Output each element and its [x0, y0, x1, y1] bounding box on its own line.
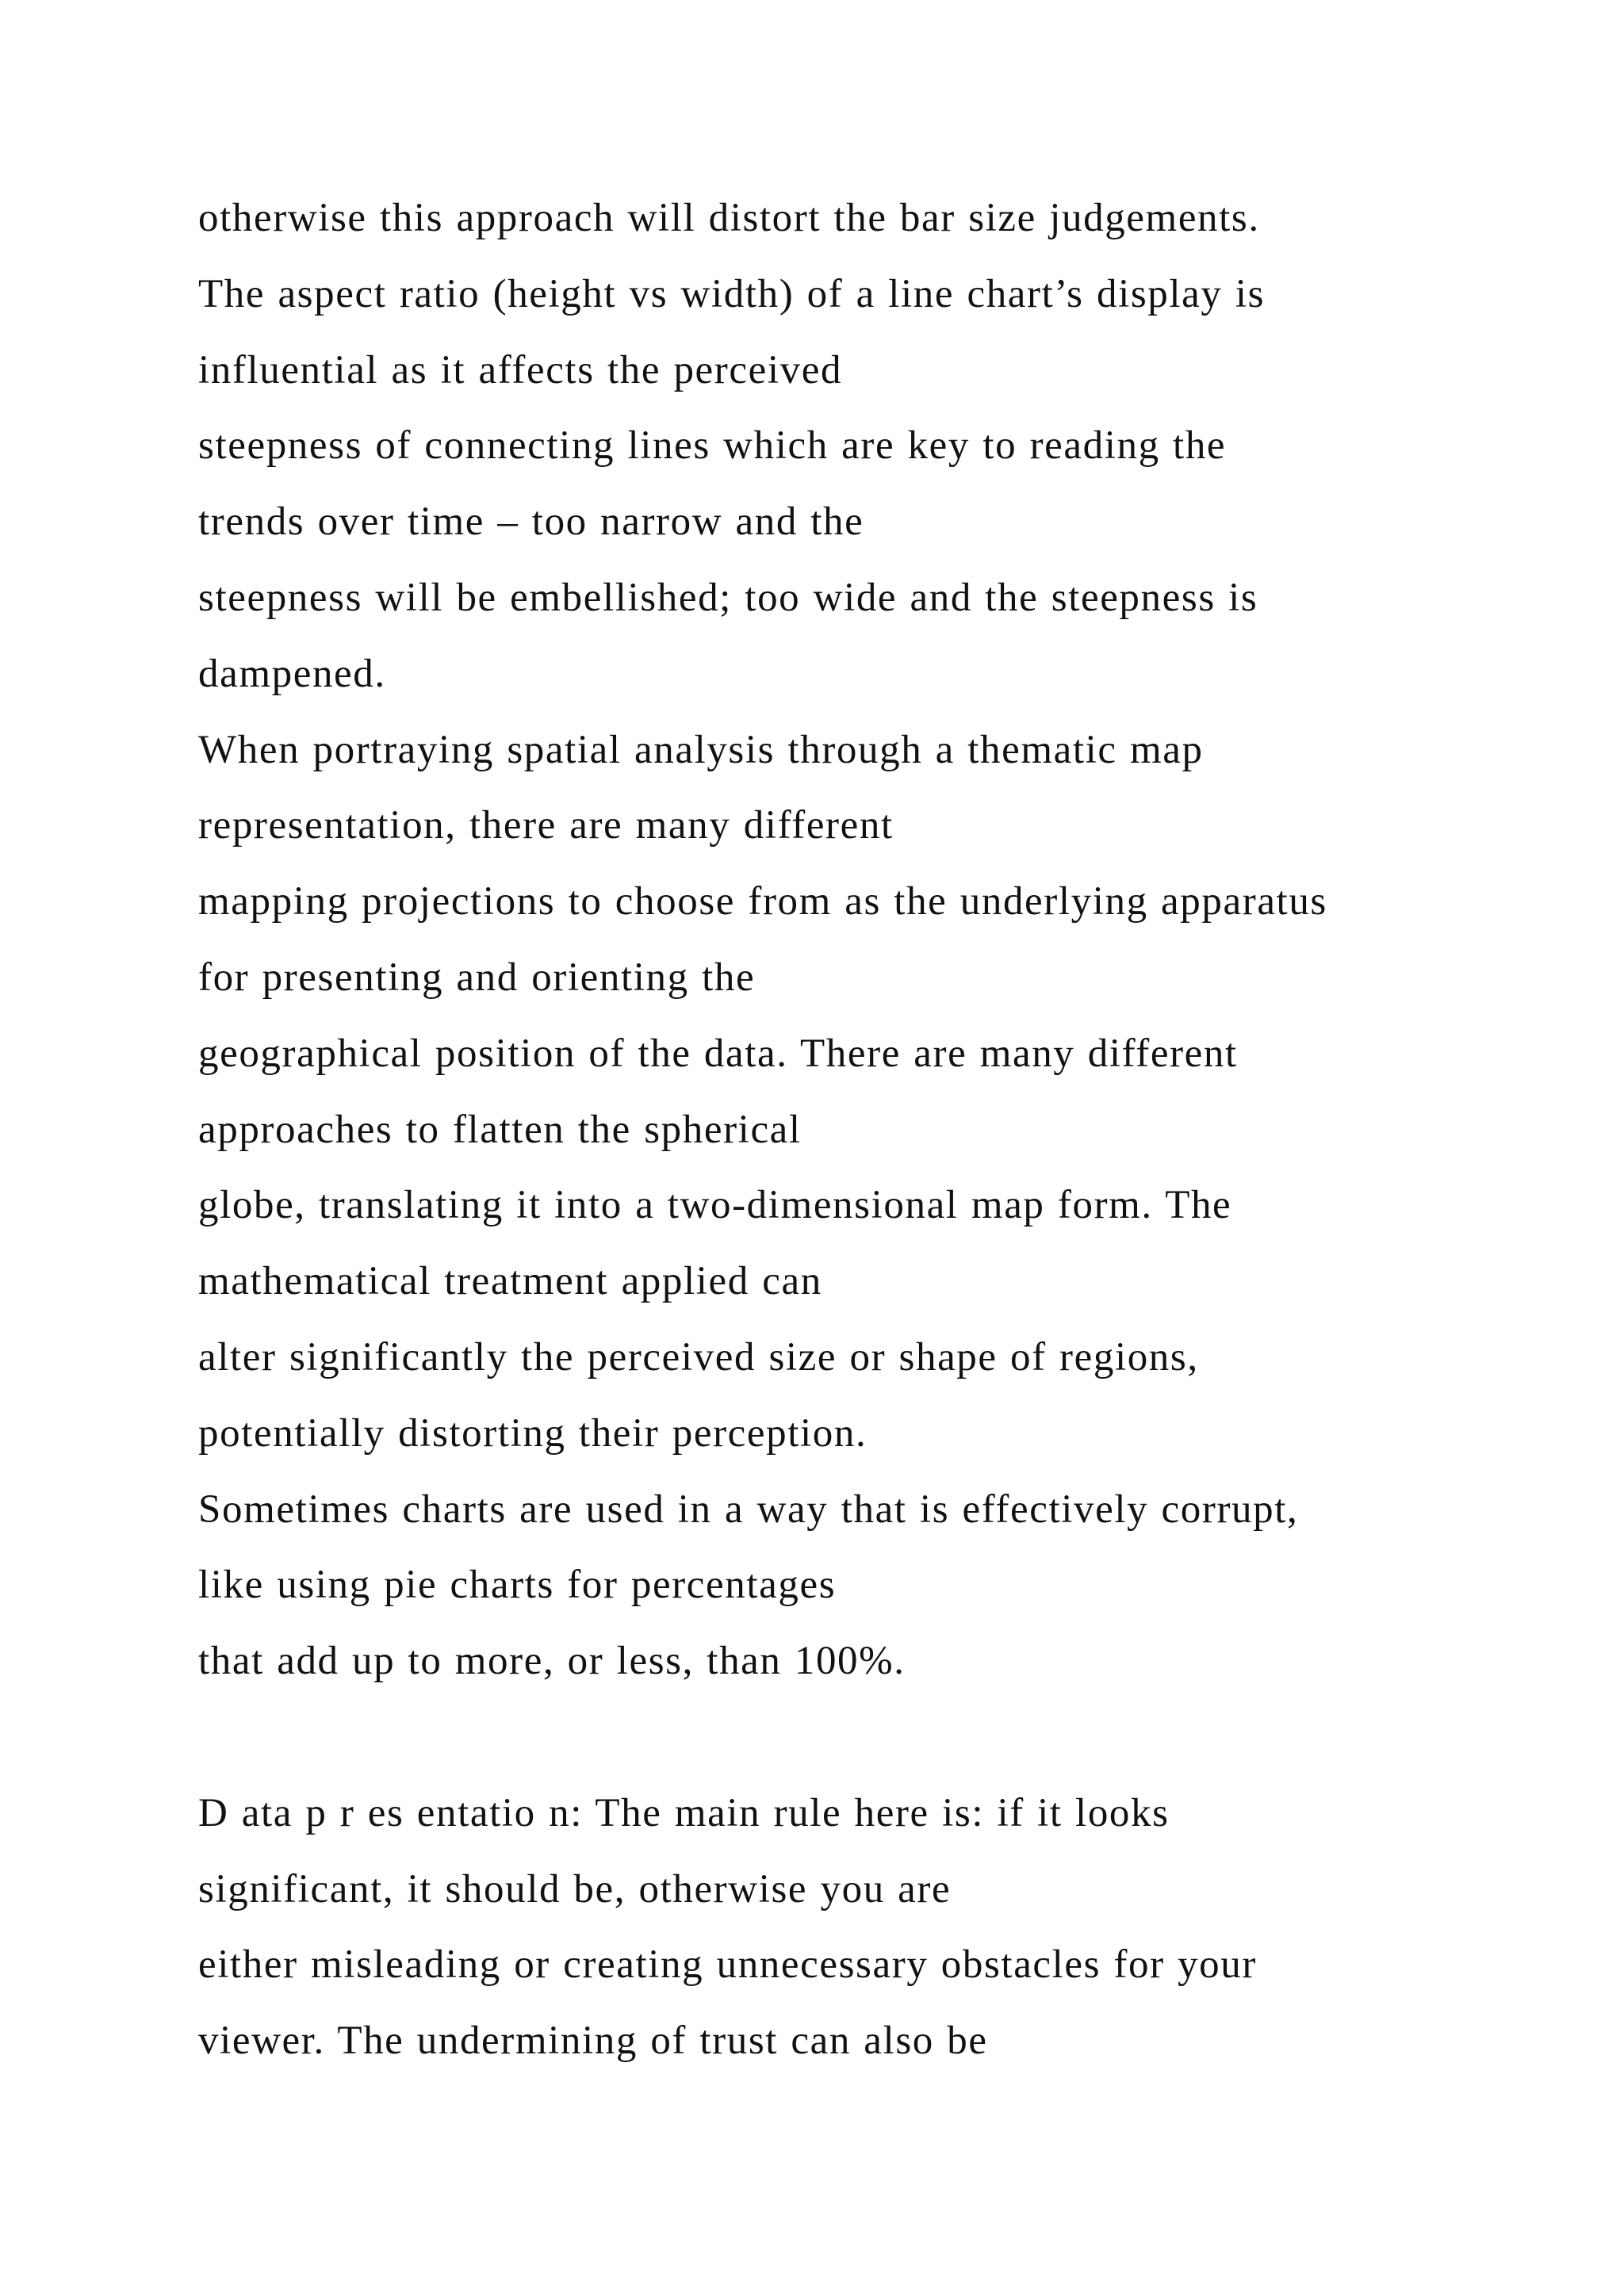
text-line: approaches to flatten the spherical: [198, 1107, 802, 1152]
text-line: either misleading or creating unnecessary obstacles for your: [198, 1942, 1257, 1988]
body-text: [198, 181, 1562, 2080]
text-line: geographical position of the data. There are many different: [198, 1031, 1238, 1076]
text-line: dampened.: [198, 651, 386, 696]
text-line: for presenting and orienting the: [198, 955, 756, 1000]
text-line: viewer. The undermining of trust can also be: [198, 2019, 988, 2064]
paragraph-spacer: [198, 1700, 1562, 1776]
text-line: steepness will be embellished; too wide and the steepness is: [198, 575, 1258, 620]
text-line: The aspect ratio (height vs width) of a line chart’s display is: [198, 271, 1266, 316]
text-line: like using pie charts for percentages: [198, 1563, 837, 1608]
text-line: When portraying spatial analysis through a thematic map: [198, 727, 1204, 772]
text-line: that add up to more, or less, than 100%.: [198, 1639, 906, 1684]
text-line: mapping projections to choose from as the underlying apparatus: [198, 879, 1327, 924]
text-line: globe, translating it into a two-dimensional map form. The: [198, 1183, 1232, 1228]
text-line: potentially distorting their perception.: [198, 1410, 868, 1456]
text-line: D ata p r es entatio n: The main rule here is: if it looks: [198, 1790, 1170, 1835]
text-line: influential as it affects the perceived: [198, 347, 843, 392]
text-line: representation, there are many different: [198, 803, 894, 848]
text-line: Sometimes charts are used in a way that is effectively corrupt,: [198, 1487, 1299, 1532]
text-line: steepness of connecting lines which are key to reading the: [198, 423, 1227, 469]
text-line: otherwise this approach will distort the bar size judgements.: [198, 196, 1260, 240]
text-line: trends over time – too narrow and the: [198, 499, 864, 545]
text-line: alter significantly the perceived size or shape of regions,: [198, 1334, 1199, 1380]
text-line: mathematical treatment applied can: [198, 1259, 822, 1304]
text-line: significant, it should be, otherwise you are: [198, 1866, 952, 1911]
